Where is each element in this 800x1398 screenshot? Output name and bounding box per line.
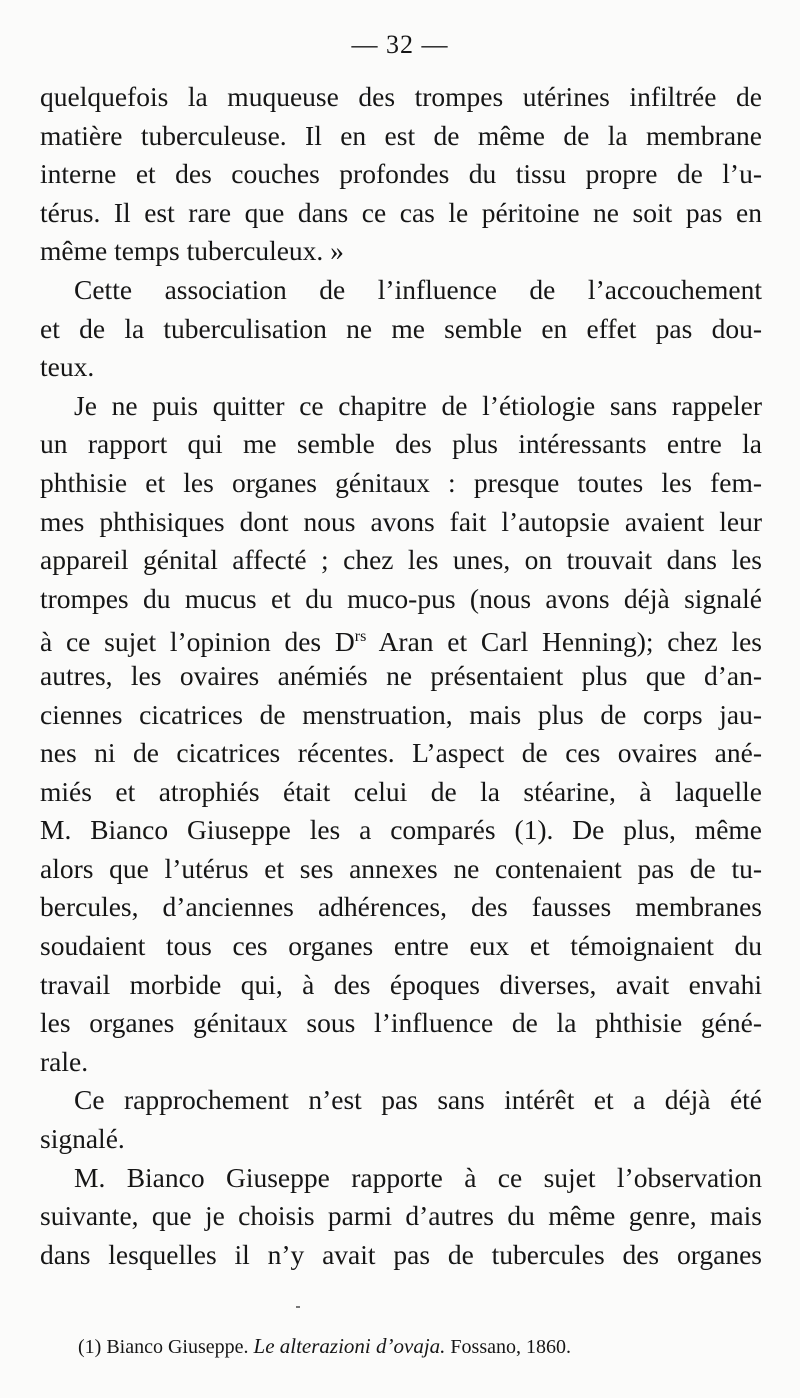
text-line: bercules, d’anciennes adhérences, des fausses membranes — [40, 891, 762, 923]
text-line: Je ne puis quitter ce chapitre de l’étiologie sans rappeler — [74, 389, 762, 421]
text-line: soudaient tous ces organes entre eux et témoignaient du — [40, 930, 762, 962]
footnote-marker: (1) — [78, 1336, 102, 1358]
footnote-place-year: Fossano, 1860. — [445, 1336, 571, 1358]
body-text — [40, 78, 762, 1274]
page-number: — 32 — — [351, 30, 449, 59]
text-line: un rapport qui me semble des plus intéressants entre la — [40, 428, 762, 460]
text-line: Cette association de l’influence de l’accouchement — [74, 273, 762, 305]
text-line: quelquefois la muqueuse des trompes utérines infiltrée de — [40, 81, 762, 112]
footnote-divider — [296, 1306, 300, 1308]
text-line: autres, les ovaires anémiés ne présentaient plus que d’an- — [40, 659, 762, 691]
text-line: Ce rapprochement n’est pas sans intérêt et a déjà été — [74, 1084, 762, 1116]
text-line: nes ni de cicatrices récentes. L’aspect de ces ovaires ané- — [40, 737, 762, 769]
footnote-author: Bianco Giuseppe. — [101, 1336, 254, 1358]
text-line: ciennes cicatrices de menstruation, mais plus de corps jau- — [40, 698, 762, 730]
text-fragment: à ce sujet l’opinion des D — [40, 626, 355, 658]
text-fragment: Aran et Carl Henning); chez les — [366, 626, 762, 658]
text-line: suivante, que je choisis parmi d’autres du même genre, mais — [40, 1200, 762, 1232]
text-line-with-superscript — [40, 618, 762, 657]
text-line: interne et des couches profondes du tissu propre de l’u- — [40, 158, 762, 190]
text-line: rale. — [40, 1045, 89, 1077]
text-line: même temps tuberculeux. » — [40, 235, 344, 267]
superscript: rs — [354, 628, 367, 646]
footnote-title: Le alterazioni d’ovaja. — [253, 1334, 446, 1358]
text-line: signalé. — [40, 1123, 125, 1155]
text-line: matière tuberculeuse. Il en est de même de la membrane — [40, 119, 762, 151]
text-line: et de la tuberculisation ne me semble en effet pas dou- — [40, 312, 762, 344]
text-line: appareil génital affecté ; chez les unes, on trouvait dans les — [40, 544, 762, 576]
text-line: alors que l’utérus et ses annexes ne contenaient pas de tu- — [40, 852, 762, 884]
text-line: mes phthisiques dont nous avons fait l’autopsie avaient leur — [40, 505, 762, 537]
text-line: M. Bianco Giuseppe les a comparés (1). De plus, même — [40, 814, 762, 846]
footnote — [78, 1333, 718, 1360]
text-line: dans lesquelles il n’y avait pas de tubercules des organes — [40, 1238, 762, 1270]
text-line: phthisie et les organes génitaux : presque toutes les fem- — [40, 466, 762, 498]
text-line: térus. Il est rare que dans ce cas le péritoine ne soit pas en — [40, 196, 762, 228]
text-line: teux. — [40, 351, 95, 383]
text-line: M. Bianco Giuseppe rapporte à ce sujet l’observation — [74, 1161, 762, 1193]
text-line: trompes du mucus et du muco-pus (nous avons déjà signalé — [40, 582, 762, 614]
text-line: les organes génitaux sous l’influence de la phthisie géné- — [40, 1007, 762, 1039]
text-line: travail morbide qui, à des époques diverses, avait envahi — [40, 968, 762, 1000]
text-line: miés et atrophiés était celui de la stéarine, à laquelle — [40, 775, 762, 807]
